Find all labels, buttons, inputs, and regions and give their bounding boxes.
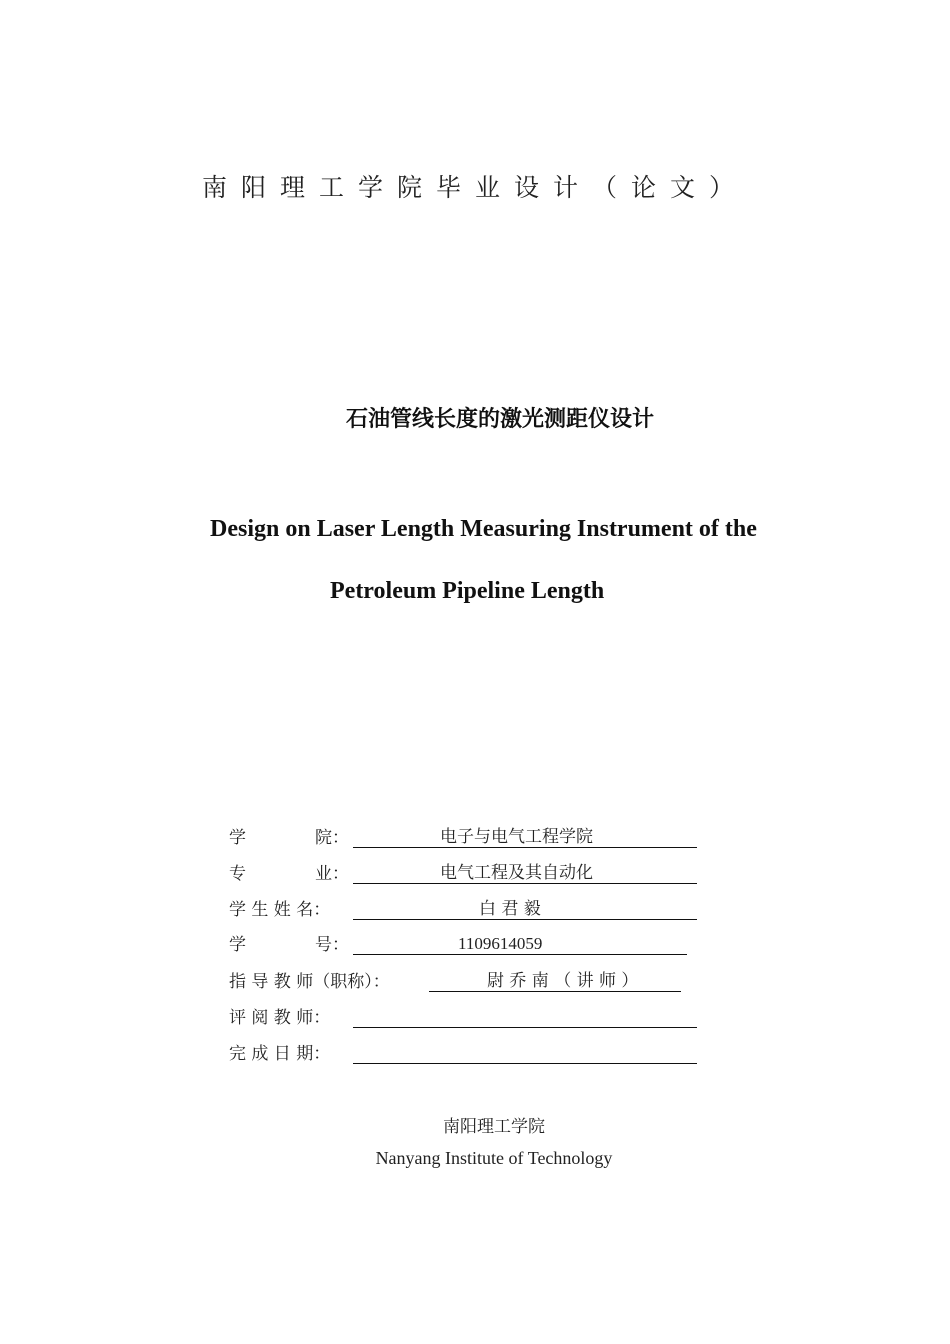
college-value: 电子与电气工程学院	[440, 827, 593, 847]
completion-date-label: 完 成 日 期：	[229, 1044, 331, 1064]
reviewer-label: 评 阅 教 师：	[229, 1008, 331, 1028]
student-id-label: 学 号：	[229, 935, 349, 955]
major-value: 电气工程及其自动化	[440, 863, 593, 883]
student-id-value: 1109614059	[458, 934, 543, 953]
college-label: 学 院：	[229, 828, 349, 848]
info-row-reviewer	[229, 1006, 699, 1030]
completion-date-underline	[353, 1042, 697, 1064]
advisor-label: 指 导 教 师（职称）：	[229, 972, 390, 992]
info-row-completion-date	[229, 1042, 699, 1066]
info-row-student-name	[229, 898, 699, 922]
thesis-title-english-line-2: Petroleum Pipeline Length	[330, 578, 605, 604]
institution-name-chinese: 南阳理工学院	[443, 1117, 545, 1137]
student-name-value: 白 君 毅	[479, 899, 541, 919]
info-row-student-id	[229, 933, 699, 957]
institution-name-english: Nanyang Institute of Technology	[375, 1148, 613, 1168]
thesis-title-chinese: 石油管线长度的激光测距仪设计	[345, 407, 654, 432]
thesis-title-english-line-1: Design on Laser Length Measuring Instrument of the	[210, 516, 757, 542]
major-label: 专 业：	[229, 864, 349, 884]
university-header: 南阳理工学院毕业设计（论文）	[201, 173, 748, 202]
info-row-major	[229, 862, 699, 886]
reviewer-underline	[353, 1006, 697, 1028]
student-name-label: 学 生 姓 名：	[229, 900, 331, 920]
advisor-value: 尉 乔 南 （ 讲 师 ）	[487, 971, 639, 991]
info-row-advisor	[229, 970, 699, 994]
info-row-college	[229, 826, 699, 850]
